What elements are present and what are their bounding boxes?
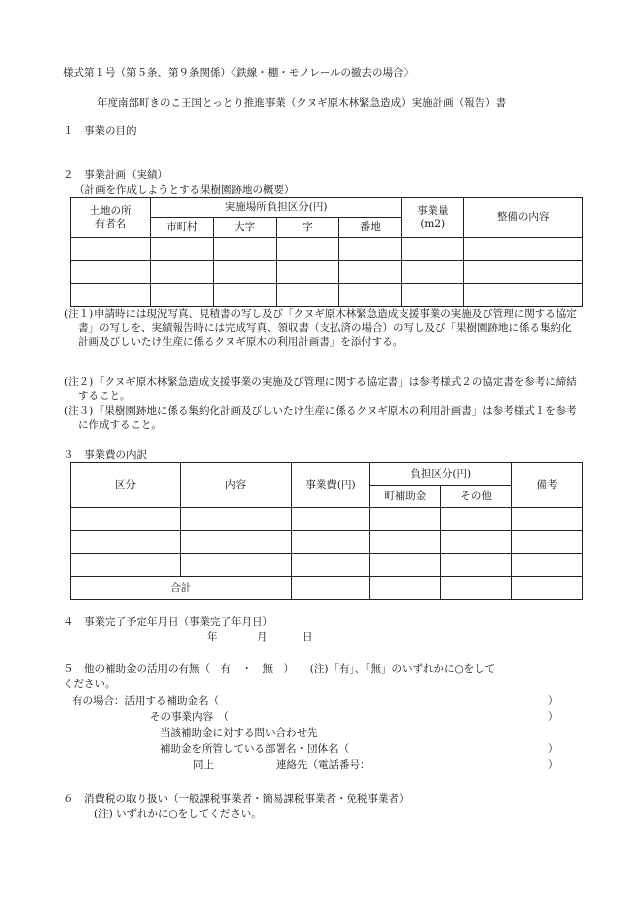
section-5-heading-cont: ください。 bbox=[63, 678, 116, 690]
table-row bbox=[71, 531, 583, 554]
header-content: 整備の内容 bbox=[464, 198, 583, 238]
note-3-label: (注３) bbox=[64, 405, 94, 417]
document-title: 年度南部町きのこ王国とっとり推進事業（クヌギ原木林緊急造成）実施計画（報告）書 bbox=[97, 97, 507, 109]
same-label: 同上 bbox=[193, 759, 214, 771]
section-4-heading: ４ 事業完了予定年月日（事業完了年月日） bbox=[63, 616, 273, 628]
note-1-label: (注１) bbox=[64, 308, 94, 320]
other-subsidy-name-label: 有の場合：活用する補助金名（ bbox=[72, 695, 219, 707]
date-year: 年 bbox=[207, 631, 218, 643]
header-location: 実施場所負担区分(円) bbox=[150, 198, 401, 218]
section-6-heading: ６ 消費税の取り扱い（一般課税事業者・簡易課税事業者・免税事業者） bbox=[63, 793, 410, 805]
section-6-note: (注) いずれかに○をしてください。 bbox=[94, 808, 262, 820]
table-row bbox=[71, 554, 583, 577]
header-other: その他 bbox=[441, 486, 512, 508]
close-paren: ） bbox=[548, 743, 559, 755]
note-2: 「クヌギ原木林緊急造成支援事業の実施及び管理に関する協定書」は参考様式２の協定書を参考に締結すること。 bbox=[78, 376, 577, 402]
inquiry-label: 当該補助金に対する問い合わせ先 bbox=[160, 727, 318, 739]
header-naiyo: 内容 bbox=[180, 463, 291, 508]
close-paren: ） bbox=[548, 759, 559, 771]
note-3: 「果樹園跡地に係る集約化計画及びしいたけ生産に係るクヌギ原木の利用計画書」は参考様式１を参考に作成すること。 bbox=[78, 405, 577, 431]
header-biko: 備考 bbox=[512, 463, 583, 508]
date-month: 月 bbox=[257, 631, 268, 643]
header-town-subsidy: 町補助金 bbox=[370, 486, 441, 508]
table-row bbox=[71, 261, 583, 284]
department-label: 補助金を所管している部署名・団体名（ bbox=[160, 743, 349, 755]
header-cost: 事業費(円) bbox=[291, 463, 370, 508]
cost-table bbox=[70, 462, 583, 600]
form-label: 様式第１号（第５条、第９条関係）〈鉄線・棚・モノレールの撤去の場合〉 bbox=[63, 67, 415, 79]
section-2-heading: ２ 事業計画（実績） bbox=[63, 169, 168, 181]
table-row bbox=[71, 238, 583, 261]
table-row bbox=[71, 508, 583, 531]
date-day: 日 bbox=[302, 631, 313, 643]
plan-table bbox=[70, 197, 583, 307]
note-2-label: (注２) bbox=[64, 376, 94, 388]
header-burden: 負担区分(円) bbox=[370, 463, 512, 486]
note-1: 申請時には現況写真、見積書の写し及び「クヌギ原木林緊急造成支援事業の実施及び管理に関する協定書」の写しを、実績報告時には完成写真、領収書（支払済の場合）の写し及び「果樹園跡地に係る集約化計画及びしいたけ生産に係るクヌギ原木の利用計画書」を添付する。 bbox=[78, 308, 577, 348]
header-owner: 土地の所有者名 bbox=[71, 198, 151, 238]
section-1-heading: １ 事業の目的 bbox=[63, 125, 137, 137]
section-3-heading: ３ 事業費の内訳 bbox=[63, 449, 147, 461]
close-paren: ） bbox=[548, 695, 559, 707]
other-subsidy-content-label: その事業内容 （ bbox=[150, 711, 229, 723]
header-banchi: 番地 bbox=[339, 218, 402, 238]
header-kubun: 区分 bbox=[71, 463, 181, 508]
table-row-total bbox=[71, 577, 583, 600]
table-row bbox=[71, 284, 583, 307]
contact-label: 連絡先（電話番号： bbox=[276, 759, 371, 771]
close-paren: ） bbox=[548, 711, 559, 723]
header-aza: 字 bbox=[276, 218, 339, 238]
header-oaza: 大字 bbox=[213, 218, 276, 238]
section-5-heading: ５ 他の補助金の活用の有無（ 有 ・ 無 ） (注)「有」、「無」のいずれかに○をして bbox=[63, 663, 496, 675]
total-label: 合計 bbox=[71, 577, 292, 600]
header-city: 市町村 bbox=[150, 218, 213, 238]
header-quantity: 事業量(m2) bbox=[402, 198, 464, 238]
section-2-subheading: （計画を作成しようとする果樹園跡地の概要） bbox=[74, 184, 295, 196]
